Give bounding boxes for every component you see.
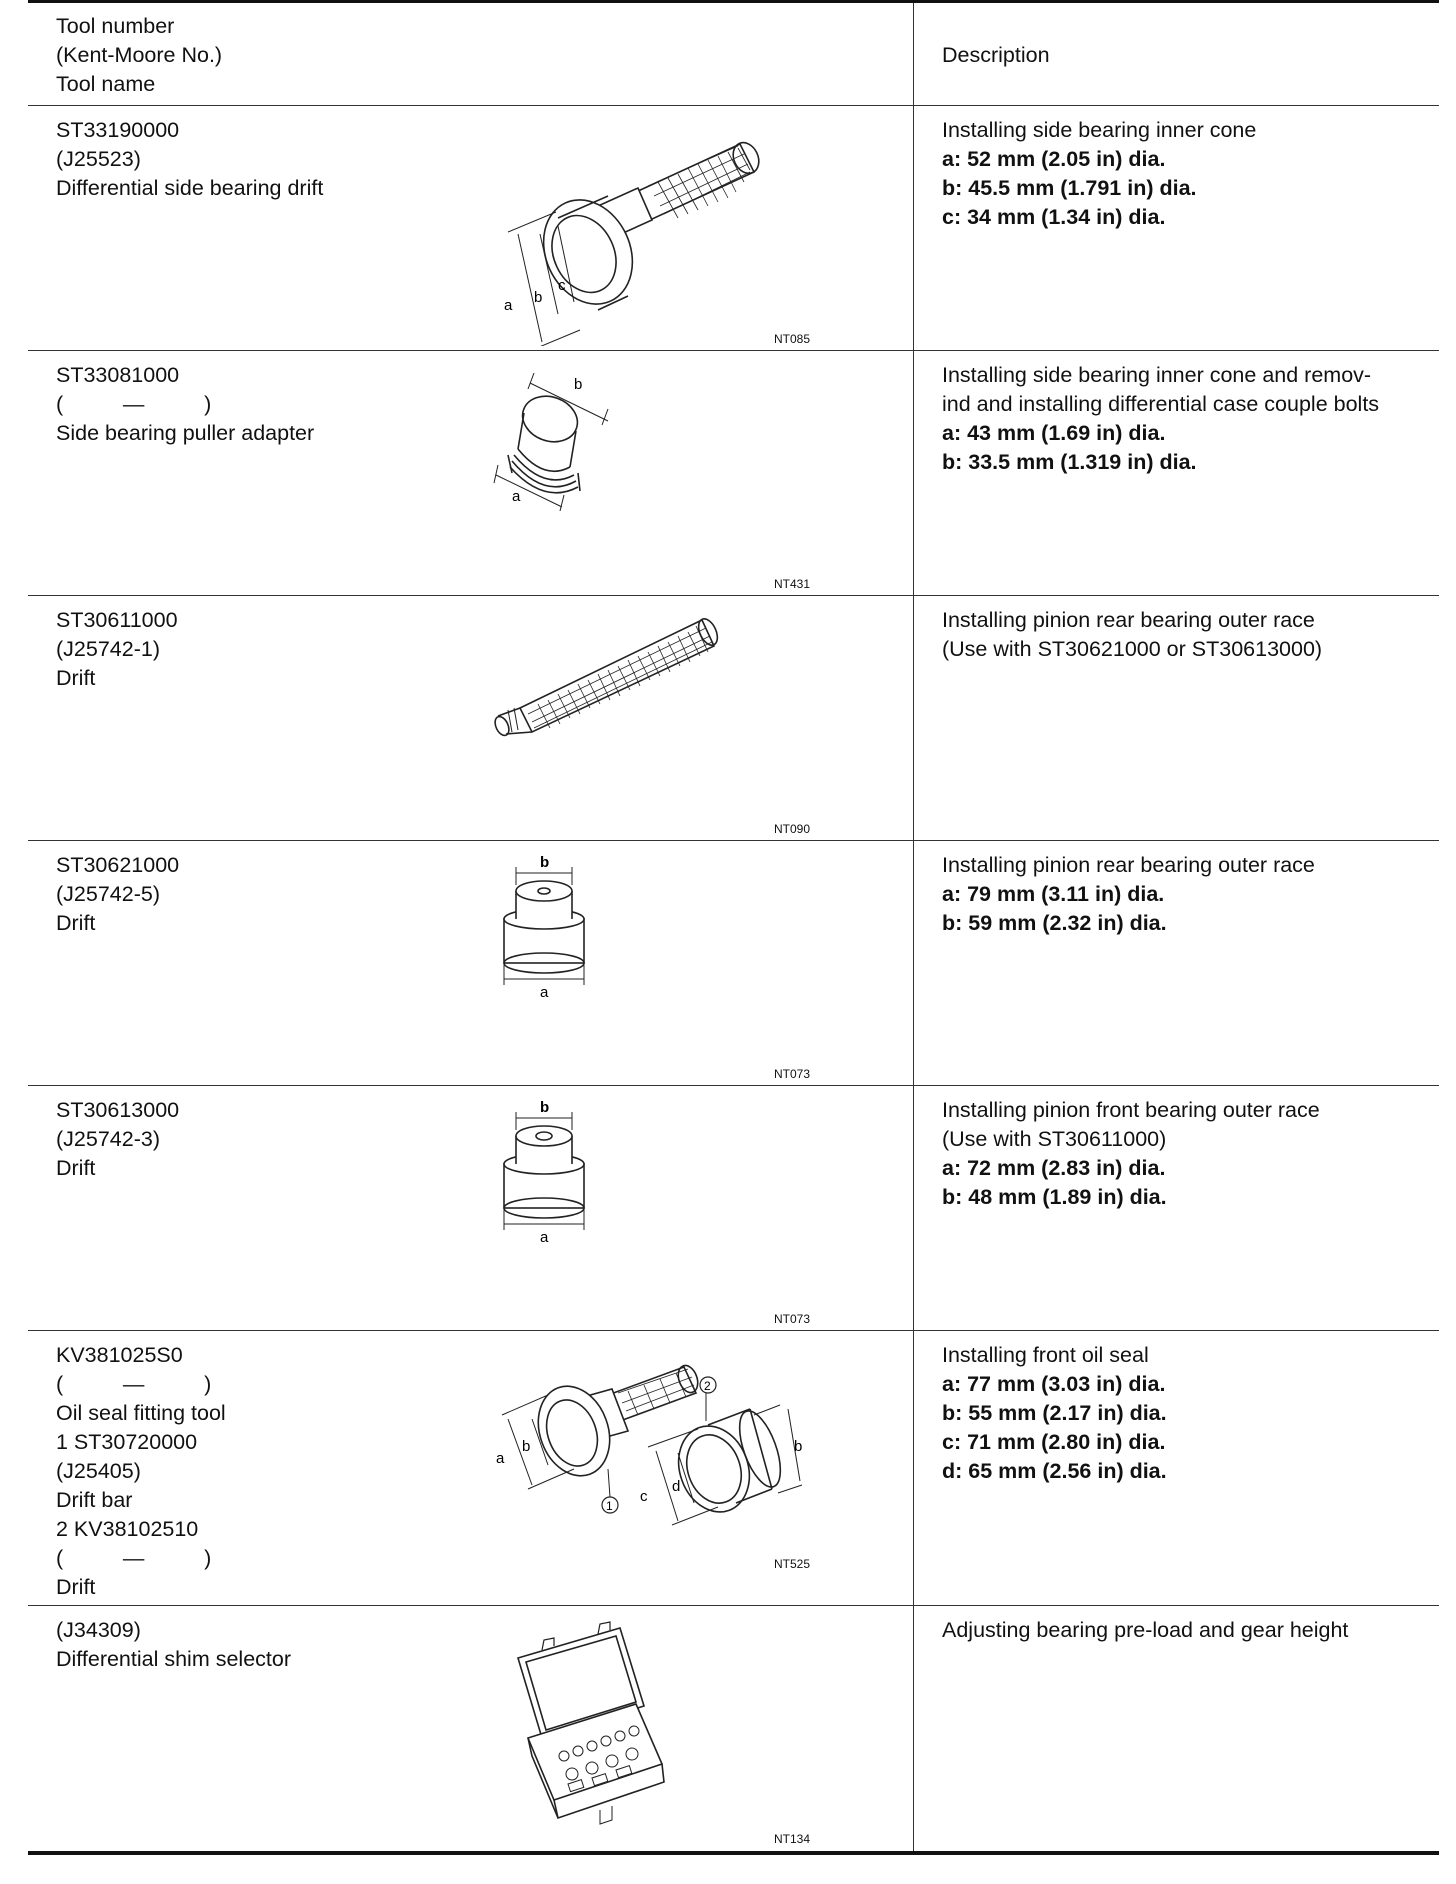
special-tools-table (28, 0, 1439, 1855)
fig-label-a: a (540, 984, 549, 1001)
tool-cell (28, 351, 914, 596)
dimension-c: c: 34 mm (1.34 in) dia. (942, 205, 1166, 229)
oil-seal-fitting-tool-figure (488, 1339, 908, 1601)
description-cell (914, 596, 1440, 841)
table-row (28, 1331, 1439, 1606)
description-text: Installing side bearing inner cone and remov- (942, 363, 1372, 387)
kent-moore-number: (J25742-1) (56, 637, 160, 661)
fig-label-a: a (496, 1450, 505, 1467)
description-text: (Use with ST30611000) (942, 1127, 1167, 1151)
kent-moore-number: (J34309) (56, 1618, 141, 1642)
puller-adapter-figure (488, 359, 908, 591)
fig-label-a: a (540, 1229, 549, 1246)
figure-code: NT525 (774, 1557, 811, 1571)
description-text: Installing side bearing inner cone (942, 118, 1257, 142)
tool-table-page (28, 0, 1438, 1855)
table-row (28, 1086, 1439, 1331)
description-text: Installing pinion front bearing outer race (942, 1098, 1320, 1122)
tool-name: Side bearing puller adapter (56, 421, 315, 445)
description-cell (914, 1086, 1440, 1331)
side-bearing-drift-figure (488, 114, 908, 346)
kent-moore-number: (J25742-3) (56, 1127, 160, 1151)
tool-name: Differential shim selector (56, 1647, 291, 1671)
figure-code: NT073 (774, 1067, 811, 1081)
description-text: Installing front oil seal (942, 1343, 1149, 1367)
description-text: Installing pinion rear bearing outer race (942, 608, 1315, 632)
dimension-b: b: 48 mm (1.89 in) dia. (942, 1185, 1167, 1209)
drift-bar-figure (488, 604, 908, 836)
dimension-a: a: 79 mm (3.11 in) dia. (942, 882, 1165, 906)
tool-name: Oil seal fitting tool (56, 1401, 226, 1425)
dimension-d: d: 65 mm (2.56 in) dia. (942, 1459, 1167, 1483)
stepped-drift-figure (488, 1094, 908, 1326)
dimension-a: a: 77 mm (3.03 in) dia. (942, 1372, 1166, 1396)
fig-label-c: c (640, 1488, 648, 1505)
figure-code: NT073 (774, 1312, 811, 1326)
dimension-b: b: 33.5 mm (1.319 in) dia. (942, 450, 1197, 474)
tool-number: ST30611000 (56, 608, 178, 632)
fig-callout-1: 1 (606, 1499, 613, 1513)
figure-code: NT085 (774, 332, 811, 346)
tool-name: Drift (56, 911, 96, 935)
table-row (28, 1606, 1439, 1854)
component-1-name: Drift bar (56, 1488, 133, 1512)
dimension-a: a: 52 mm (2.05 in) dia. (942, 147, 1166, 171)
component-1-number: 1 ST30720000 (56, 1430, 198, 1454)
kent-moore-number: (J25523) (56, 147, 141, 171)
fig-callout-2: 2 (704, 1379, 711, 1393)
tool-number: ST33081000 (56, 363, 180, 387)
fig-label-d: d (672, 1478, 681, 1495)
fig-label-c: c (558, 277, 566, 294)
stepped-drift-figure (488, 849, 908, 1081)
fig-label-b: b (540, 854, 550, 871)
table-row (28, 841, 1439, 1086)
kent-moore-number: ( — ) (56, 1372, 212, 1396)
tool-cell (28, 1086, 914, 1331)
fig-label-b: b (540, 1099, 550, 1116)
figure-code: NT431 (774, 577, 811, 591)
component-1-kent-moore: (J25405) (56, 1459, 141, 1483)
description-cell (914, 1606, 1440, 1854)
dimension-c: c: 71 mm (2.80 in) dia. (942, 1430, 1166, 1454)
tool-number: ST33190000 (56, 118, 180, 142)
figure-code: NT134 (774, 1832, 811, 1846)
kent-moore-number: (J25742-5) (56, 882, 160, 906)
tool-cell (28, 596, 914, 841)
shim-selector-case-figure (488, 1614, 908, 1846)
fig-label-b: b (522, 1438, 531, 1455)
kent-moore-number: ( — ) (56, 392, 212, 416)
tool-number: KV381025S0 (56, 1343, 183, 1367)
header-tool-number: Tool number (56, 14, 175, 38)
component-2-number: 2 KV38102510 (56, 1517, 199, 1541)
component-2-kent-moore: ( — ) (56, 1546, 212, 1570)
tool-cell (28, 1606, 914, 1854)
table-header-row (28, 2, 1439, 106)
component-2-name: Drift (56, 1575, 96, 1599)
tool-name: Drift (56, 1156, 96, 1180)
dimension-a: a: 43 mm (1.69 in) dia. (942, 421, 1166, 445)
header-description: Description (942, 43, 1050, 67)
header-kent-moore: (Kent-Moore No.) (56, 43, 223, 67)
header-tool-name: Tool name (56, 72, 156, 96)
dimension-b: b: 55 mm (2.17 in) dia. (942, 1401, 1167, 1425)
fig-label-b2: b (794, 1438, 803, 1455)
header-description-cell (914, 2, 1440, 106)
description-text: Adjusting bearing pre-load and gear height (942, 1618, 1349, 1642)
fig-label-b: b (534, 289, 543, 306)
tool-cell (28, 1331, 914, 1606)
fig-label-a: a (504, 297, 513, 314)
figure-code: NT090 (774, 822, 811, 836)
tool-name: Drift (56, 666, 96, 690)
fig-label-a: a (512, 488, 521, 505)
tool-number: ST30621000 (56, 853, 180, 877)
dimension-b: b: 45.5 mm (1.791 in) dia. (942, 176, 1197, 200)
description-cell (914, 106, 1440, 351)
tool-cell (28, 106, 914, 351)
table-row (28, 351, 1439, 596)
fig-label-b: b (574, 376, 583, 393)
description-cell (914, 841, 1440, 1086)
table-row (28, 106, 1439, 351)
table-row (28, 596, 1439, 841)
tool-cell (28, 841, 914, 1086)
description-cell (914, 351, 1440, 596)
description-text: Installing pinion rear bearing outer race (942, 853, 1315, 877)
header-tool-cell (28, 2, 914, 106)
description-text: ind and installing differential case couple bolts (942, 392, 1380, 416)
dimension-a: a: 72 mm (2.83 in) dia. (942, 1156, 1166, 1180)
tool-name: Differential side bearing drift (56, 176, 324, 200)
dimension-b: b: 59 mm (2.32 in) dia. (942, 911, 1167, 935)
tool-number: ST30613000 (56, 1098, 180, 1122)
description-text: (Use with ST30621000 or ST30613000) (942, 637, 1323, 661)
description-cell (914, 1331, 1440, 1606)
